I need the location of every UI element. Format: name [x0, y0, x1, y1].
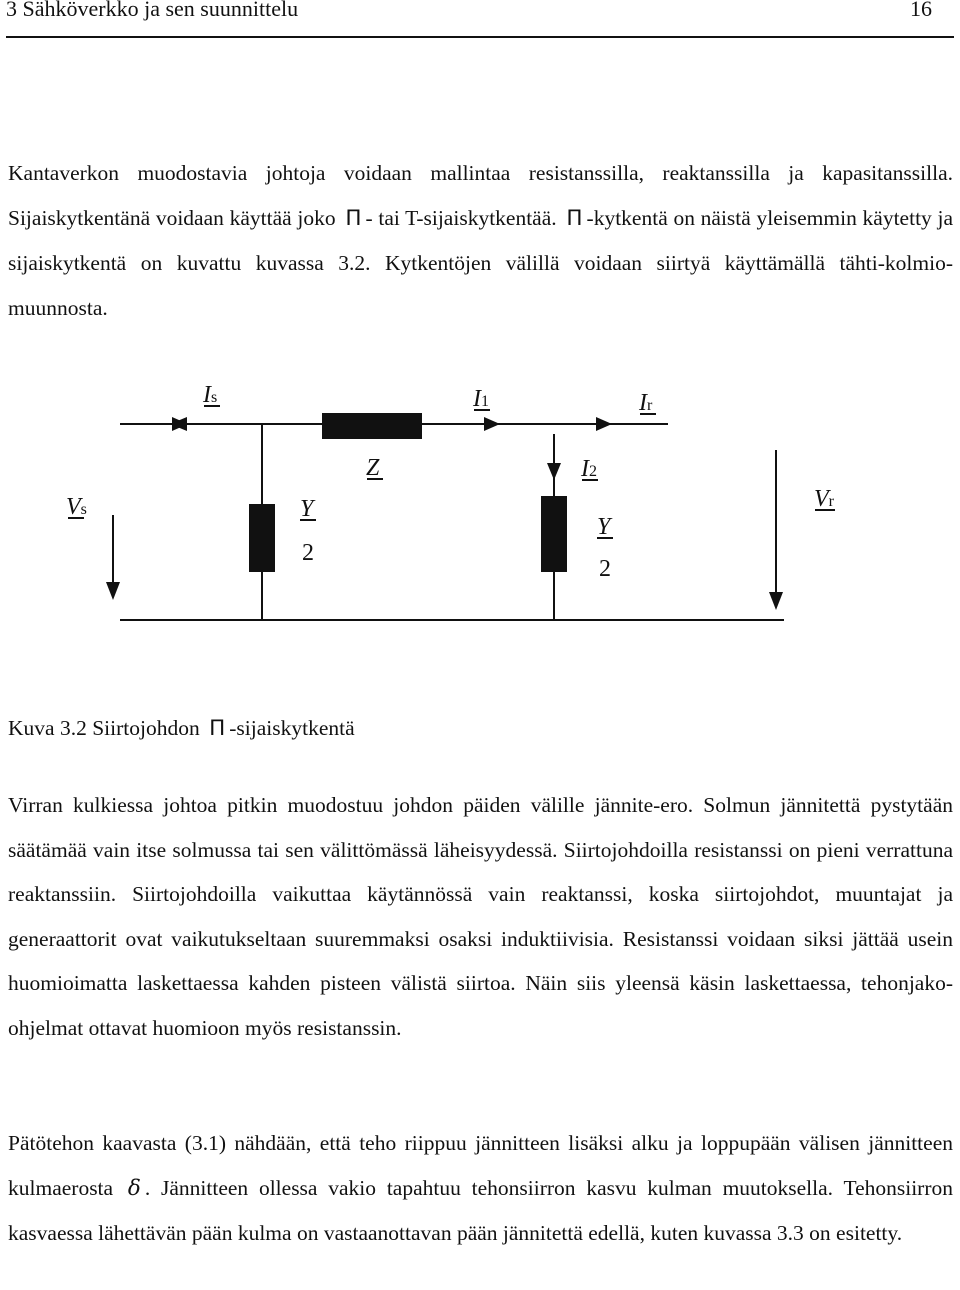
pi-symbol: Π — [345, 205, 362, 231]
paragraph-power-text-2: . Jännitteen ollessa vakio tapahtuu tehonsiirron kasvu kulman muutoksella. Tehonsiirron kasvaessa lähettävän pään kulma on vastaanottavan pään jännitettä edellä, kuten kuvassa 3.3 on esitetty. — [8, 1175, 954, 1245]
header-rule — [6, 36, 954, 38]
label-i2: I2 — [581, 456, 597, 482]
label-vr: Vr — [814, 486, 834, 512]
ir-arrow — [596, 417, 612, 431]
admittance-left-block — [249, 504, 275, 572]
paragraph-active-power — [8, 1121, 953, 1256]
delta-symbol: δ — [127, 1175, 141, 1201]
label-i1: I1 — [473, 386, 489, 412]
paragraph-intro — [8, 151, 953, 330]
paragraph-intro-text-2: - tai T-sijaiskytkentää. — [365, 205, 557, 230]
pi-symbol: Π — [209, 716, 226, 741]
pi-symbol: Π — [566, 205, 583, 231]
impedance-z-block — [322, 413, 422, 439]
paragraph-intro-text-3: -kytkentä on näistä yleisemmin käytetty ja sijaiskytkentä on kuvattu kuvassa 3.2. Kytkentöjen välillä voidaan siirtyä käyttämällä tähti-kolmio-muunnosta. — [8, 205, 954, 320]
label-vs: Vs — [66, 494, 87, 520]
vs-arrow — [106, 582, 120, 600]
chapter-title: 3 Sähköverkko ja sen suunnittelu — [6, 0, 299, 21]
paragraph-voltage-drop: Virran kulkiessa johtoa pitkin muodostuu johdon päiden välille jännite-ero. Solmun jännitettä pystytään säätämää vain itse solmussa tai sen välittömässä läheisyydessä. Siirtojohdoilla resistanssi on pieni verrattuna reaktanssiin. Siirtojohdoilla vaikuttaa käytännössä vain reaktanssi, koska siirtojohdot, muuntajat ja generaattorit ovat vaikutukseltaan suuremmaksi osaksi induktiivisia. Resistanssi voidaan siksi jättää usein huomioimatta laskettaessa kahden pisteen välistä siirtoa. Näin siis yleensä käsin laskettaessa, tehonjako-ohjelmat ottavat huomioon myös resistanssin. — [8, 793, 953, 1040]
admittance-right-block — [541, 496, 567, 572]
pi-equivalent-circuit-diagram — [0, 370, 960, 640]
label-z: Z — [366, 455, 380, 481]
vr-arrow — [769, 592, 783, 610]
figure-caption — [8, 716, 355, 741]
page-header — [0, 0, 954, 40]
page-number: 16 — [910, 0, 932, 21]
label-is: Is — [203, 382, 218, 408]
label-two-left: 2 — [302, 540, 314, 566]
i2-arrow — [547, 463, 561, 480]
paragraph-intro-text-1: Kantaverkon muodostavia johtoja voidaan mallintaa resistanssilla, reaktanssilla ja kapasitanssilla. Sijaiskytkentänä voidaan käyttää joko — [8, 161, 953, 230]
caption-prefix: Kuva 3.2 Siirtojohdon — [8, 716, 200, 740]
label-y-right: Y — [597, 514, 611, 540]
caption-suffix: -sijaiskytkentä — [229, 716, 355, 740]
label-y-left: Y — [300, 496, 314, 522]
label-ir: Ir — [639, 390, 653, 416]
paragraph-power-text-1: Pätötehon kaavasta (3.1) nähdään, että teho riippuu jännitteen lisäksi alku ja loppupään välisen jännitteen kulmaerosta — [8, 1131, 953, 1200]
i1-arrow — [484, 417, 500, 431]
label-two-right: 2 — [599, 556, 611, 582]
